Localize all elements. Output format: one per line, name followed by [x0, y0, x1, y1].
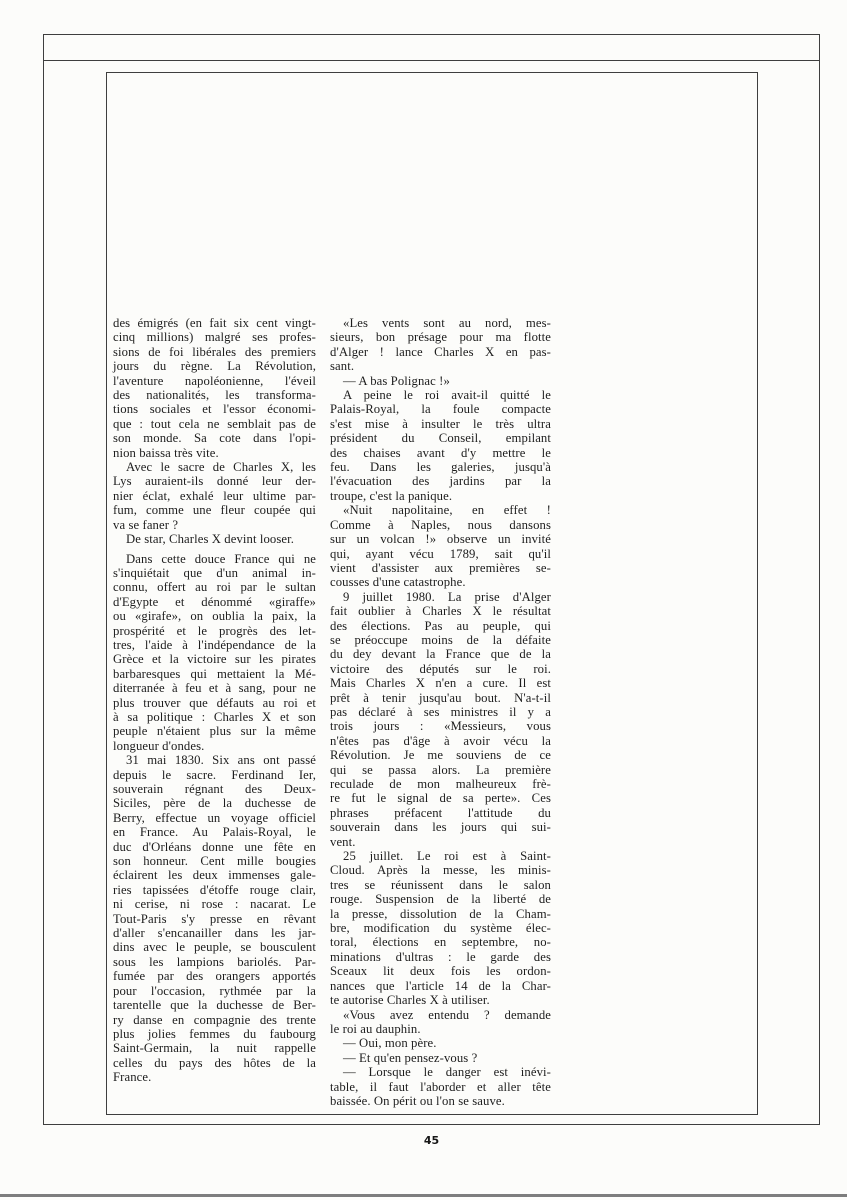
text-line: Lys auraient-ils donné leur der- — [113, 474, 316, 489]
text-line: le roi au dauphin. — [330, 1021, 421, 1036]
text-line: Cloud. Après la messe, les minis- — [330, 863, 551, 878]
text-line: Tout-Paris s'y presse en rêvant — [113, 911, 316, 926]
paragraph — [330, 388, 551, 503]
paragraph — [330, 590, 551, 849]
paragraph — [113, 460, 316, 532]
text-line: en France. Au Palais-Royal, le — [113, 825, 316, 840]
text-line: d'aller s'encanailler dans les jar- — [113, 926, 316, 941]
paragraph — [113, 753, 316, 1084]
text-line: minations d'ultras : le garde des — [330, 949, 551, 964]
text-line: «Nuit napolitaine, en effet ! — [343, 503, 551, 518]
text-line: sions de foi libérales des premiers — [113, 344, 316, 359]
text-line: Siciles, père de la duchesse de — [113, 796, 316, 811]
text-line: pas déclaré à ses ministres il y a — [330, 704, 551, 719]
text-line: 25 juillet. Le roi est à Saint- — [343, 849, 551, 864]
text-line: président du Conseil, empilant — [330, 431, 551, 446]
text-line: plus jolies femmes du faubourg — [113, 1026, 316, 1041]
text-line: De star, Charles X devint looser. — [126, 532, 295, 547]
text-line: Dans cette douce France qui ne — [126, 551, 316, 566]
text-line: souverain dans les jours qui sui- — [330, 820, 551, 835]
text-line: celles du pays des hôtes de la — [113, 1055, 316, 1070]
text-line: — Oui, mon père. — [343, 1036, 437, 1051]
text-line: fumée par des orangers apportés — [113, 969, 316, 984]
text-line: toral, élections en septembre, no- — [330, 935, 551, 950]
text-line: nion baissa très vite. — [113, 445, 219, 460]
text-line: Sceaux lit deux fois les ordon- — [330, 964, 551, 979]
text-line: à sa politique : Charles X et son — [113, 709, 316, 724]
text-line: feu. Dans les galeries, jusqu'à — [330, 460, 551, 475]
text-line: Avec le sacre de Charles X, les — [126, 460, 316, 475]
text-line: la presse, dissolution de la Cham- — [330, 906, 551, 921]
text-line: éclairent les deux immenses gale- — [113, 868, 316, 883]
text-line: Berry, effectue un voyage officiel — [113, 810, 316, 825]
text-line: cousses d'une catastrophe. — [330, 575, 466, 590]
text-line: bre, modification du système élec- — [330, 921, 551, 936]
text-line: l'évacuation des jardins par la — [330, 474, 551, 489]
text-line: table, il faut l'aborder et aller tête — [330, 1079, 551, 1094]
text-line: tres, l'aide à l'indépendance de la — [113, 637, 316, 652]
text-line: Saint-Germain, la nuit rappelle — [113, 1041, 316, 1056]
text-line: baissée. On périt ou l'on se sauve. — [330, 1093, 505, 1108]
paragraph — [330, 1036, 551, 1050]
paragraph — [330, 1008, 551, 1037]
text-line: va se faner ? — [113, 517, 179, 532]
text-line: France. — [113, 1070, 152, 1085]
text-line: tres se réunissent dans le salon — [330, 877, 551, 892]
paragraph — [330, 1051, 551, 1065]
text-line: te autorise Charles X à utiliser. — [330, 993, 490, 1008]
text-line: 31 mai 1830. Six ans ont passé — [126, 753, 316, 768]
text-line: connu, offert au roi par le sultan — [113, 580, 316, 595]
text-line: ries tapissées d'étoffe rouge clair, — [113, 882, 316, 897]
text-line: s'est mise à insulter le très ultra — [330, 416, 551, 431]
bottom-edge-rule — [0, 1194, 847, 1197]
text-line: nances que l'article 14 de la Char- — [330, 978, 551, 993]
text-line: re fut le signal de sa perte». Ces — [330, 791, 551, 806]
text-line: des chaises avant d'y mettre le — [330, 445, 551, 460]
text-line: que : tout cela ne semblait pas de — [113, 416, 316, 431]
text-line: souverain régnant des Deux- — [113, 782, 316, 796]
text-line: d'Egypte et dénommé «giraffe» — [113, 594, 316, 609]
text-line: victoire des députés sur le roi. — [330, 661, 551, 676]
text-line: des émigrés (en fait six cent vingt- — [113, 316, 316, 330]
top-band-rule — [43, 60, 820, 61]
paragraph — [330, 503, 551, 589]
text-line: son honneur. Cent mille bougies — [113, 854, 316, 869]
text-line: plus trouver que défauts au roi et — [113, 695, 316, 710]
text-line: vent. — [330, 834, 356, 849]
text-line: Révolution. Je me souviens de ce — [330, 748, 551, 763]
text-line: tions sociales et l'essor économi- — [113, 402, 316, 417]
text-line: vient d'assister aux premières se- — [330, 560, 551, 575]
text-line: tarentelle que la duchesse de Ber- — [113, 998, 316, 1013]
text-line: 9 juillet 1980. La prise d'Alger — [343, 589, 551, 604]
text-line: Comme à Naples, nous dansons — [330, 517, 551, 532]
text-line: prêt à tenir jusqu'au bout. N'a-t-il — [330, 690, 551, 705]
text-line: des élections. Pas au peuple, qui — [330, 618, 551, 633]
text-line: barbaresques qui mettaient la Mé- — [113, 666, 316, 681]
page-number: 45 — [423, 1134, 440, 1147]
text-line: l'aventure napoléonienne, l'éveil — [113, 373, 316, 388]
text-line: son monde. Sa cote dans l'opi- — [113, 431, 316, 446]
text-line: phrases préfacent l'attitude du — [330, 805, 551, 820]
text-line: longueur d'ondes. — [113, 738, 205, 753]
text-line: du dey devant la France que de la — [330, 647, 551, 662]
text-line: sur un volcan !» observe un invité — [330, 532, 551, 547]
text-line: qui se passa alors. La première — [330, 762, 551, 777]
text-line: fum, comme une fleur coupée qui — [113, 503, 316, 518]
paragraph — [330, 374, 551, 388]
text-line: d'Alger ! lance Charles X en pas- — [330, 344, 551, 359]
text-line: dins avec le peuple, se bousculent — [113, 940, 316, 955]
text-line: se préoccupe moins de la défaite — [330, 632, 551, 647]
text-line: nier éclat, exhalé leur ultime par- — [113, 488, 316, 503]
text-line: prospérité et le progrès des let- — [113, 623, 316, 638]
text-line: «Les vents sont au nord, mes- — [343, 316, 551, 330]
text-line: — A bas Polignac !» — [343, 373, 450, 388]
text-line: — Lorsque le danger est inévi- — [343, 1065, 551, 1080]
text-column-left — [113, 316, 316, 1085]
text-line: ry danse en compagnie des trente — [113, 1012, 316, 1027]
text-line: Grèce et la victoire sur les pirates — [113, 652, 316, 667]
text-line: ni cerise, ni rose : nacarat. Le — [113, 897, 316, 912]
paragraph — [330, 849, 551, 1007]
paragraph — [113, 316, 316, 460]
text-line: des nationalités, les transforma- — [113, 388, 316, 403]
paragraph — [330, 316, 551, 374]
text-line: peuple n'étaient plus sur la même — [113, 724, 316, 739]
text-line: s'inquiétait que d'un animal in- — [113, 565, 316, 580]
text-line: «Vous avez entendu ? demande — [343, 1007, 551, 1022]
text-line: sieurs, bon présage pour ma flotte — [330, 330, 551, 345]
text-line: fait oublier à Charles X le résultat — [330, 604, 551, 619]
text-line: jours du règne. La Révolution, — [113, 359, 316, 374]
text-line: n'êtes pas d'âge à avoir vécu la — [330, 733, 551, 748]
text-line: duc d'Orléans donne une fête en — [113, 839, 316, 854]
text-line: qui, ayant vécu 1789, sait qu'il — [330, 546, 551, 561]
text-line: cinq millions) malgré ses profes- — [113, 330, 316, 345]
text-line: Mais Charles X n'en a cure. Il est — [330, 676, 551, 691]
text-line: A peine le roi avait-il quitté le — [343, 388, 551, 403]
text-line: pour l'occasion, rythmée par la — [113, 983, 316, 998]
text-line: rouge. Suspension de la liberté de — [330, 892, 551, 907]
text-line: Palais-Royal, la foule compacte — [330, 402, 551, 417]
text-line: sant. — [330, 359, 355, 374]
text-line: reculade de mon malheureux frè- — [330, 777, 551, 791]
paragraph — [113, 532, 316, 546]
paragraph — [330, 1065, 551, 1108]
paragraph — [113, 552, 316, 754]
text-line: depuis le sacre. Ferdinand Ier, — [113, 767, 316, 782]
text-line: ou «girafe», on oublia la paix, la — [113, 609, 316, 624]
text-line: diterranée à feu et à sang, pour ne — [113, 681, 316, 696]
text-line: trois jours : «Messieurs, vous — [330, 719, 551, 734]
text-line: troupe, c'est la panique. — [330, 488, 453, 503]
text-line: sous les lampions bariolés. Par- — [113, 954, 316, 969]
text-line: — Et qu'en pensez-vous ? — [343, 1050, 478, 1065]
text-column-right — [330, 316, 551, 1108]
